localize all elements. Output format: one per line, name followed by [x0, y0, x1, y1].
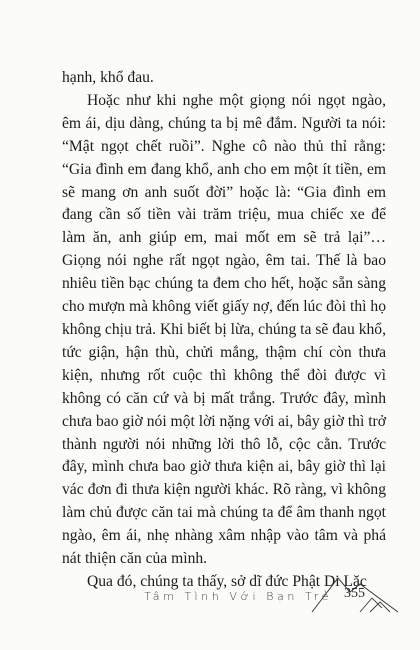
running-title: Tâm Tình Với Bạn Trẻ — [144, 590, 332, 603]
paragraph-main: Hoặc như khi nghe một giọng nói ngọt ngào, êm ái, dịu dàng, chúng ta bị mê đắm. Người ta nói: “Mật ngọt chết ruồi”. Nghe cô nào thủ thỉ rằng: “Gia đình em đang khổ, anh cho em một ít tiền, em sẽ mang ơn anh suốt đời” hoặc là: “Gia đình em đang cần số tiền vài trăm triệu, mua chiếc xe để làm ăn, anh giúp em, mai mốt em sẽ trả lại”… Giọng nói nghe rất ngọt ngào, êm tai. Thế là bao nhiêu tiền bạc chúng ta đem cho hết, hoặc sẵn sàng cho mượn mà không viết giấy nợ, đến lúc đòi thì họ không chịu trả. Khi biết bị lừa, chúng ta sẽ đau khổ, tức giận, hận thù, chửi mắng, thậm chí còn thưa kiện, nhưng rốt cuộc thì không thể đòi được vì không có căn cứ và bị mất trắng. Trước đây, mình chưa bao giờ nói một lời nặng với ai, bây giờ thì trở thành người nói những lời thô lỗ, cộc cằn. Trước đây, mình chưa bao giờ thưa kiện ai, bây giờ thì lại vác đơn đi thưa kiện người khác. Rõ ràng, vì không làm chủ được căn tai mà chúng ta để âm thanh ngọt ngào, êm ái, nhẹ nhàng xâm nhập vào tâm và phá nát thiện căn của mình. — [62, 91, 386, 568]
page-number: 355 — [344, 586, 365, 601]
paragraph-continuation: hạnh, khổ đau. — [62, 69, 154, 86]
page-footer — [0, 570, 420, 620]
paragraph-last: Qua đó, chúng ta thấy, sở dĩ đức Phật Di Lặc — [87, 572, 367, 590]
body-text — [62, 67, 386, 594]
